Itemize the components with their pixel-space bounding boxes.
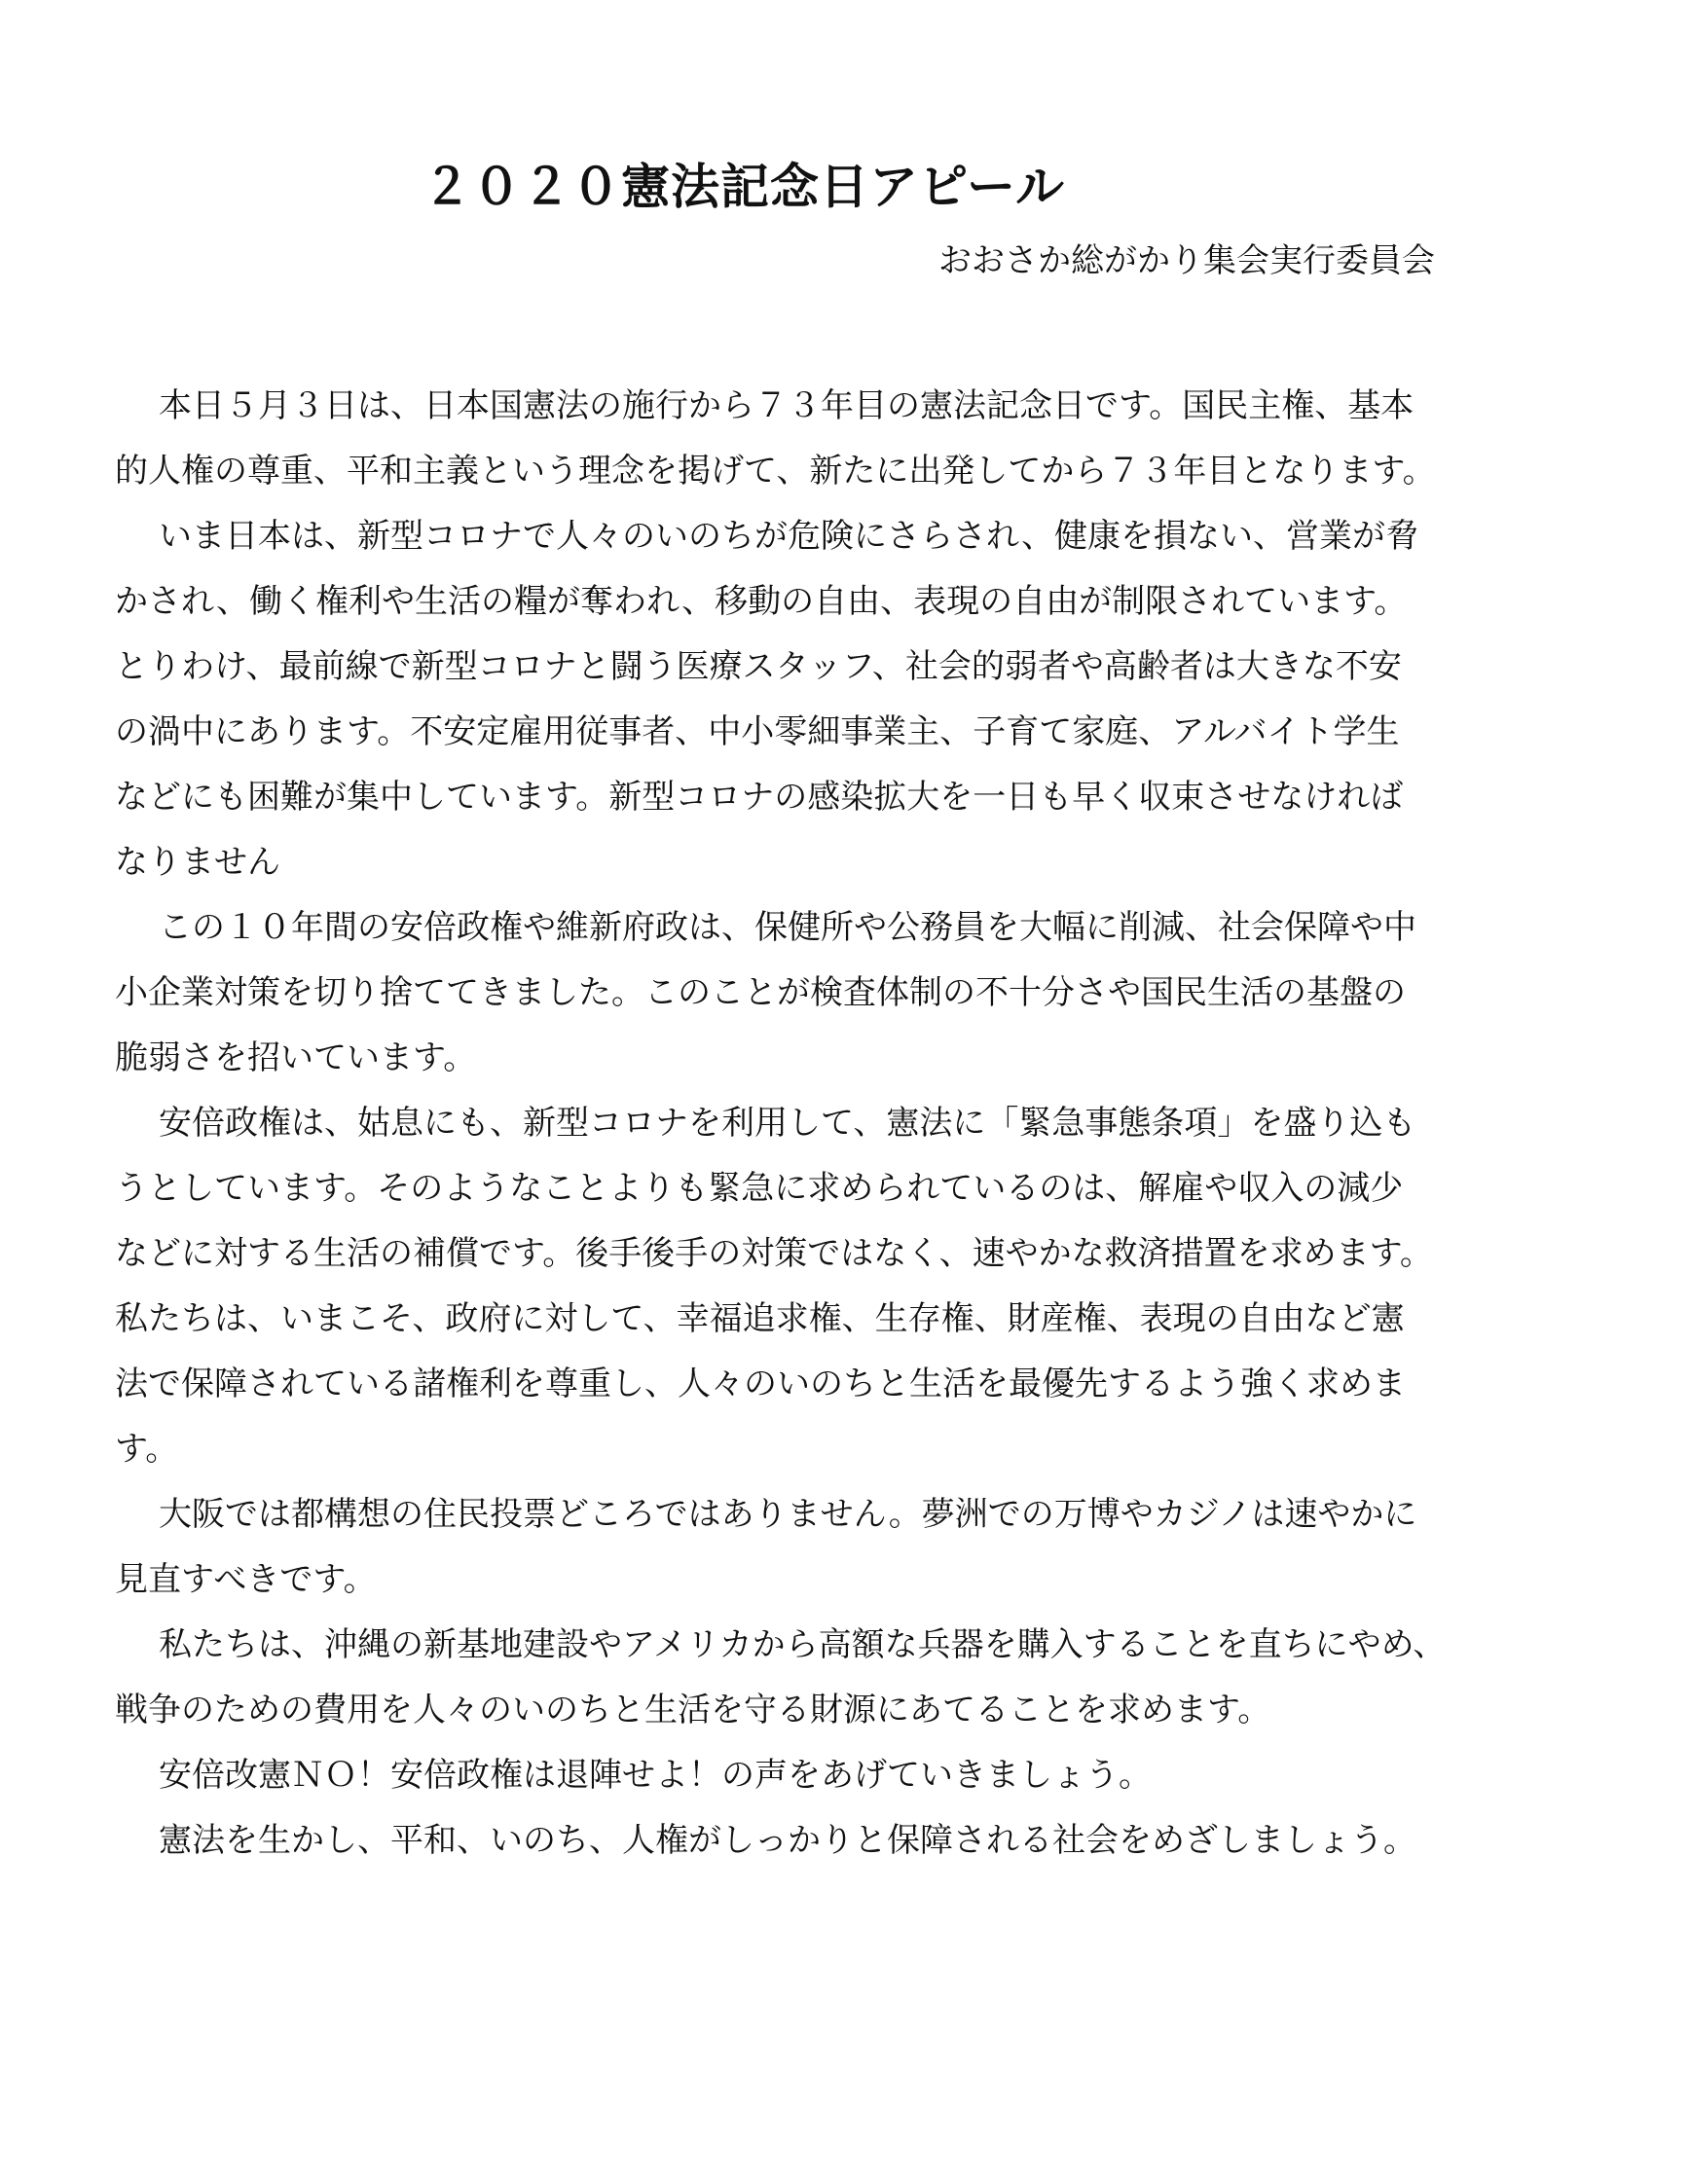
body-line: 脆弱さを招いています。 bbox=[115, 1038, 477, 1077]
body-line: 見直すべきです。 bbox=[115, 1560, 377, 1599]
body-line: などに対する生活の補償です。後手後手の対策ではなく、速やかな救済措置を求めます。 bbox=[115, 1234, 1433, 1273]
body-line: 戦争のための費用を人々のいのちと生活を守る財源にあてることを求めます。 bbox=[115, 1691, 1271, 1729]
body-line: 安倍改憲ＮＯ！安倍政権は退陣せよ！の声をあげていきましょう。 bbox=[159, 1756, 1152, 1795]
body-line: かされ、働く権利や生活の糧が奪われ、移動の自由、表現の自由が制限されています。 bbox=[115, 582, 1408, 621]
body-line: などにも困難が集中しています。新型コロナの感染拡大を一日も早く収束させなければ bbox=[115, 778, 1404, 817]
body-line: 安倍政権は、姑息にも、新型コロナを利用して、憲法に「緊急事態条項」を盛り込も bbox=[159, 1104, 1416, 1143]
appeal-body bbox=[115, 374, 1575, 1874]
body-line: 小企業対策を切り捨ててきました。このことが検査体制の不十分さや国民生活の基盤の bbox=[115, 973, 1406, 1012]
body-line: 憲法を生かし、平和、いのち、人権がしっかりと保障される社会をめざしましょう。 bbox=[159, 1821, 1416, 1860]
body-line: 本日５月３日は、日本国憲法の施行から７３年目の憲法記念日です。国民主権、基本 bbox=[159, 386, 1414, 425]
body-line: なりません bbox=[115, 843, 280, 882]
body-line: この１０年間の安倍政権や維新府政は、保健所や公務員を大幅に削減、社会保障や中 bbox=[159, 908, 1416, 947]
body-line: 私たちは、沖縄の新基地建設やアメリカから高額な兵器を購入することを直ちにやめ、 bbox=[159, 1625, 1447, 1664]
body-line: うとしています。そのようなことよりも緊急に求められているのは、解雇や収入の減少 bbox=[115, 1169, 1404, 1208]
body-line: いま日本は、新型コロナで人々のいのちが危険にさらされ、健康を損ない、営業が脅 bbox=[159, 517, 1419, 556]
document-title: ２０２０憲法記念日アピール bbox=[422, 159, 1065, 215]
body-line: 私たちは、いまこそ、政府に対して、幸福追求権、生存権、財産権、表現の自由など憲 bbox=[115, 1299, 1405, 1338]
body-line: 的人権の尊重、平和主義という理念を掲げて、新たに出発してから７３年目となります。 bbox=[115, 452, 1436, 491]
body-line: 大阪では都構想の住民投票どころではありません。夢洲での万博やカジノは速やかに bbox=[159, 1495, 1417, 1534]
body-line: 法で保障されている諸権利を尊重し、人々のいのちと生活を最優先するよう強く求めま bbox=[115, 1365, 1406, 1403]
body-line: とりわけ、最前線で新型コロナと闘う医療スタッフ、社会的弱者や高齢者は大きな不安 bbox=[115, 647, 1402, 686]
organization-name: おおさか総がかり集会実行委員会 bbox=[938, 241, 1435, 280]
body-line: の渦中にあります。不安定雇用従事者、中小零細事業主、子育て家庭、アルバイト学生 bbox=[115, 712, 1400, 751]
body-line: す。 bbox=[115, 1430, 179, 1469]
